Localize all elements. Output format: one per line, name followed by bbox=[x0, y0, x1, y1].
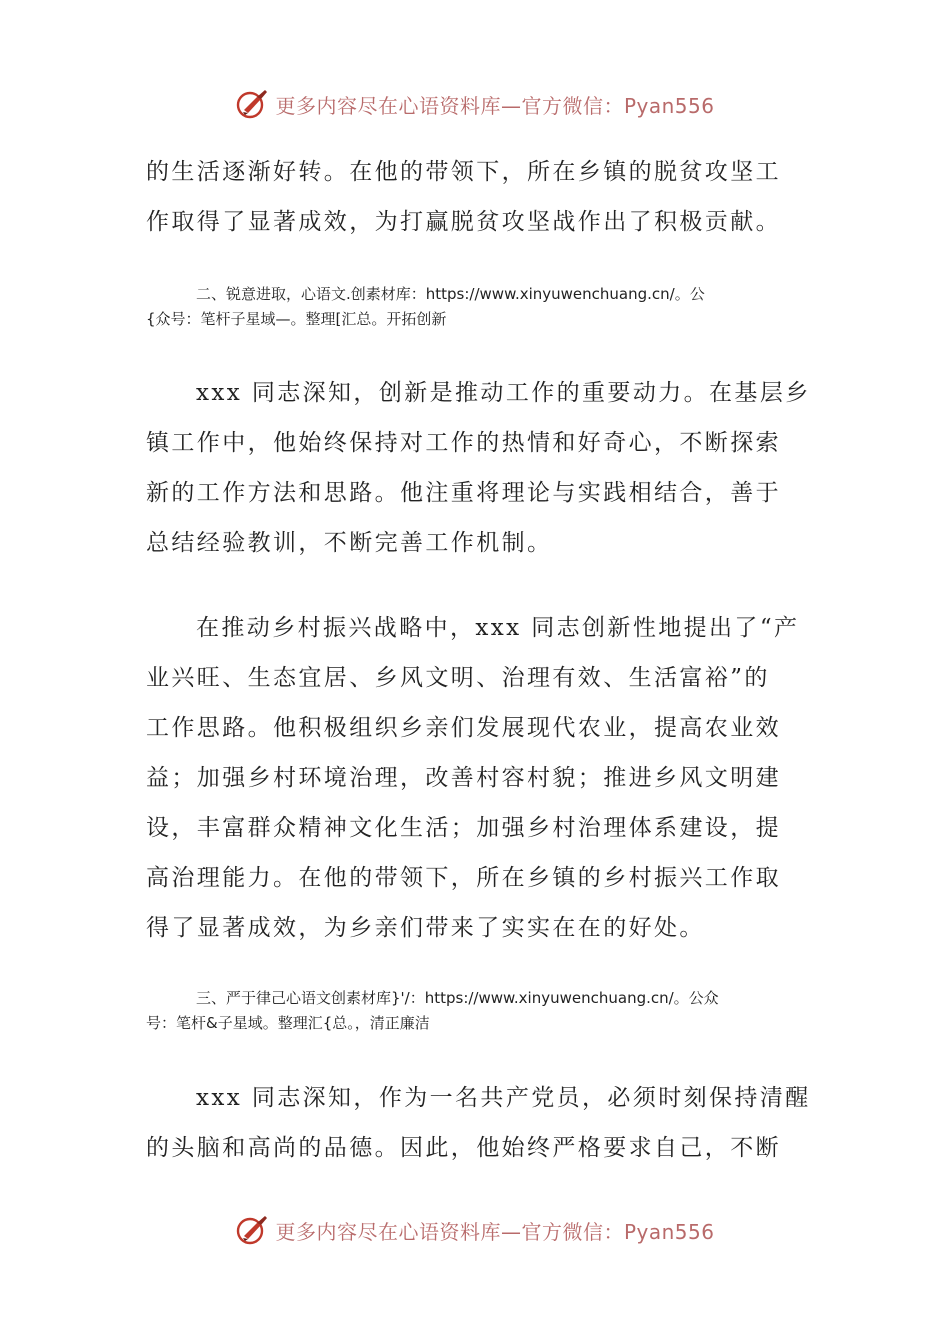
header-banner-text: 更多内容尽在心语资料库—官方微信：Pyan556 bbox=[275, 93, 715, 118]
paragraph-line: 的头脑和高尚的品德。因此，他始终严格要求自己，不断 bbox=[146, 1135, 781, 1161]
paragraph-line: xxx 同志深知，创新是推动工作的重要动力。在基层乡 bbox=[196, 380, 811, 406]
paragraph-line: 益；加强乡村环境治理，改善村容村貌；推进乡风文明建 bbox=[146, 765, 781, 791]
section-heading-line: 二、锐意进取，心语文.创素材库：https://www.xinyuwenchuang.cn/。公 bbox=[196, 285, 705, 303]
paragraph-line: 总结经验教训，不断完善工作机制。 bbox=[146, 530, 553, 556]
footer-banner bbox=[0, 1210, 950, 1250]
header-banner bbox=[0, 84, 950, 124]
section-heading-line: {众号：笔杆子星域—。整理[汇总。开拓创新 bbox=[146, 310, 447, 328]
pen-logo-icon bbox=[235, 86, 271, 122]
paragraph-line: 的生活逐渐好转。在他的带领下，所在乡镇的脱贫攻坚工 bbox=[146, 159, 781, 185]
paragraph-line: 作取得了显著成效，为打赢脱贫攻坚战作出了积极贡献。 bbox=[146, 209, 781, 235]
section-heading-line: 三、严于律己心语文创素材库}'/：https://www.xinyuwenchuang.cn/。公众 bbox=[196, 989, 719, 1007]
section-heading-line: 号：笔杆&子星域。整理汇{总。，清正廉洁 bbox=[146, 1014, 430, 1032]
paragraph-line: 设，丰富群众精神文化生活；加强乡村治理体系建设，提 bbox=[146, 815, 781, 841]
paragraph-line: 高治理能力。在他的带领下，所在乡镇的乡村振兴工作取 bbox=[146, 865, 781, 891]
pen-logo-icon bbox=[235, 1212, 271, 1248]
paragraph-line: xxx 同志深知，作为一名共产党员，必须时刻保持清醒 bbox=[196, 1085, 811, 1111]
paragraph-line: 在推动乡村振兴战略中，xxx 同志创新性地提出了“产 bbox=[196, 615, 800, 641]
paragraph-line: 镇工作中，他始终保持对工作的热情和好奇心，不断探索 bbox=[146, 430, 781, 456]
paragraph-line: 业兴旺、生态宜居、乡风文明、治理有效、生活富裕”的 bbox=[146, 665, 770, 691]
paragraph-line: 得了显著成效，为乡亲们带来了实实在在的好处。 bbox=[146, 915, 705, 941]
paragraph-line: 新的工作方法和思路。他注重将理论与实践相结合，善于 bbox=[146, 480, 781, 506]
paragraph-line: 工作思路。他积极组织乡亲们发展现代农业，提高农业效 bbox=[146, 715, 781, 741]
footer-banner-text: 更多内容尽在心语资料库—官方微信：Pyan556 bbox=[275, 1219, 715, 1244]
